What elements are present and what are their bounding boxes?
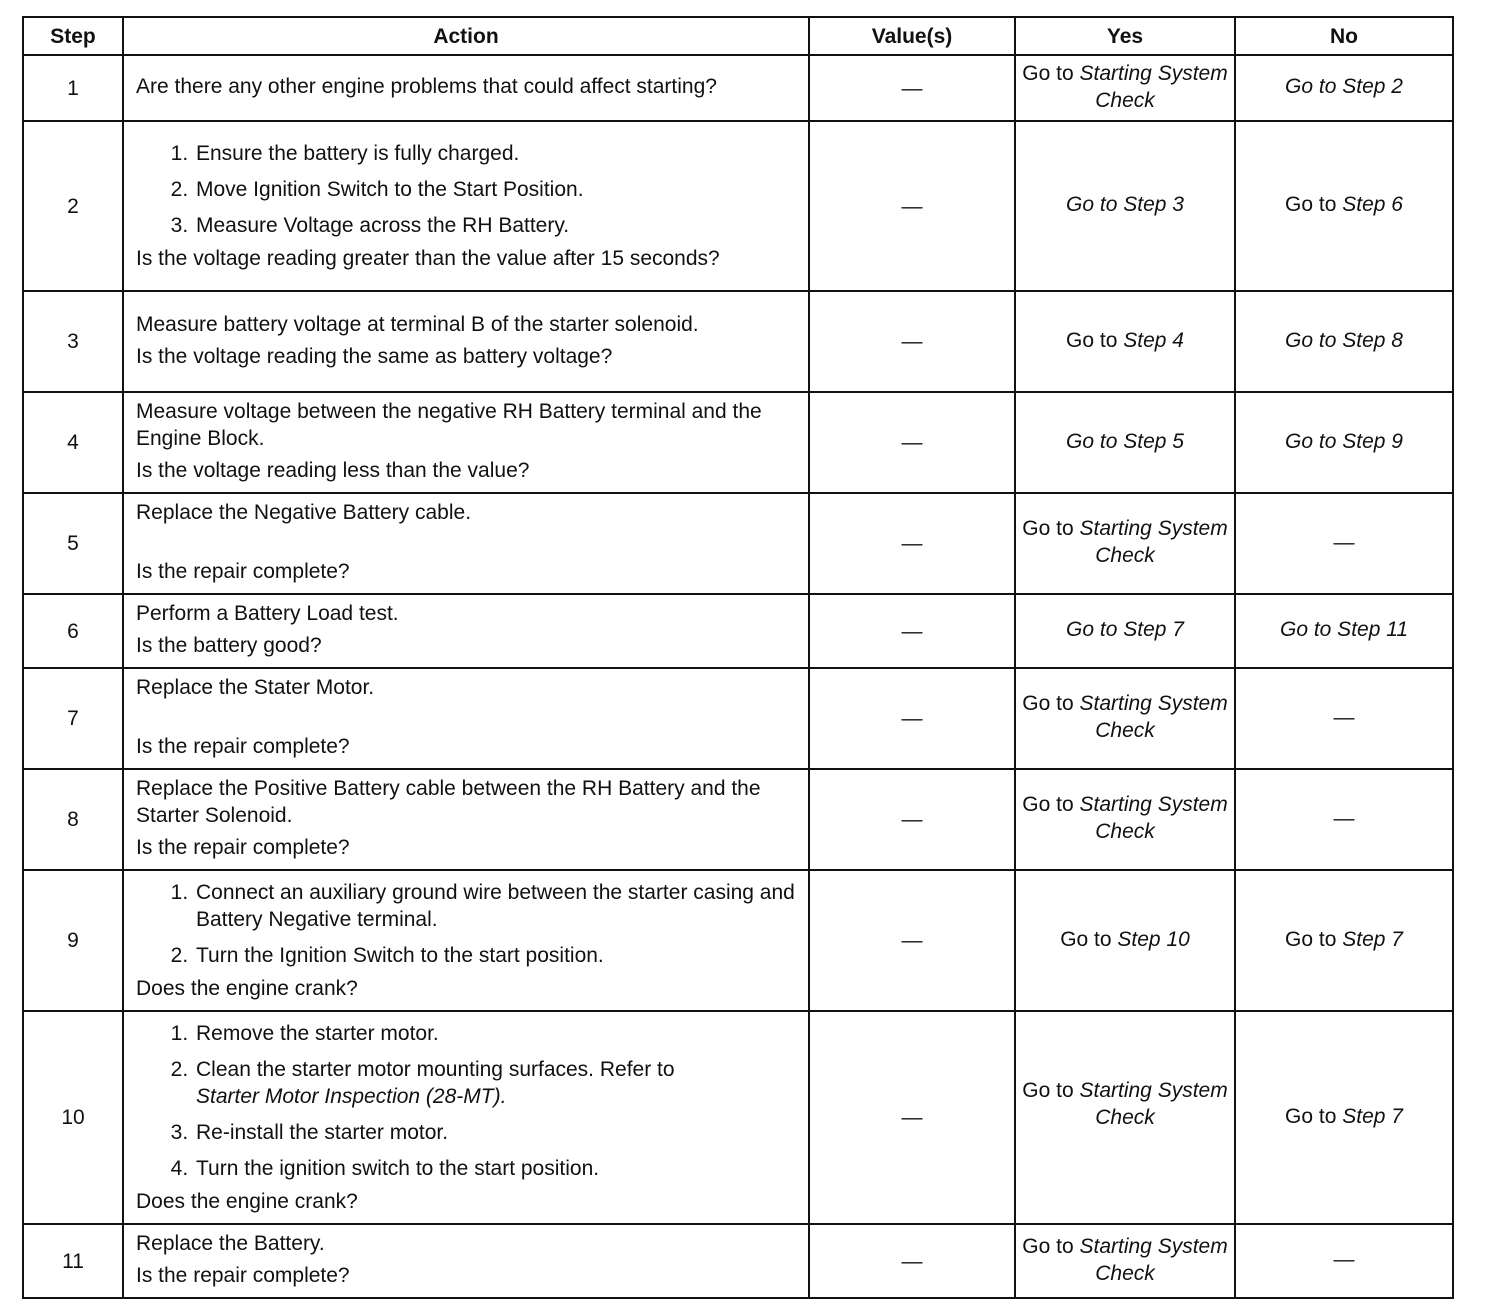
yes-cell [1015, 870, 1235, 1011]
value-cell: — [809, 1011, 1015, 1224]
action-text: Replace the Stater Motor. [136, 676, 375, 699]
action-question: Does the engine crank? [136, 977, 358, 1000]
action-steps-list [136, 879, 796, 969]
action-cell [123, 55, 809, 121]
step-number: 5 [23, 493, 123, 594]
value-cell: — [809, 769, 1015, 870]
value-cell: — [809, 1224, 1015, 1298]
value-cell: — [809, 594, 1015, 668]
yes-target-link[interactable]: Go to Step 3 [1066, 193, 1184, 216]
action-question: Is the voltage reading less than the value? [136, 459, 530, 482]
action-steps-list [136, 1020, 796, 1182]
yes-cell [1015, 1011, 1235, 1224]
yes-cell [1015, 769, 1235, 870]
inspection-reference-link[interactable]: Starter Motor Inspection (28-MT). [196, 1085, 507, 1108]
table-row [23, 291, 1453, 392]
yes-target-link[interactable]: Step 4 [1123, 328, 1184, 352]
yes-cell [1015, 121, 1235, 291]
value-cell: — [809, 55, 1015, 121]
action-question: Is the voltage reading the same as battery voltage? [136, 344, 613, 368]
action-step-text: Clean the starter motor mounting surfaces. Refer to [196, 1058, 675, 1081]
no-target-link[interactable]: Go to Step 9 [1285, 429, 1403, 453]
header-step: Step [23, 17, 123, 55]
no-cell [1235, 55, 1453, 121]
no-cell [1235, 870, 1453, 1011]
yes-prefix: Go to [1022, 1234, 1074, 1258]
no-target-link[interactable]: Go to Step 11 [1279, 618, 1409, 641]
action-question: Is the voltage reading greater than the value after 15 seconds? [136, 247, 720, 270]
no-cell [1235, 291, 1453, 392]
action-cell [123, 769, 809, 870]
no-target-link[interactable]: Go to Step 2 [1285, 75, 1403, 98]
value-cell: — [809, 392, 1015, 493]
action-step-item: 1. Ensure the battery is fully charged. [194, 140, 796, 167]
step-number: 9 [23, 870, 123, 1011]
table-row [23, 668, 1453, 769]
action-question: Is the repair complete? [136, 735, 350, 758]
action-text: Are there any other engine problems that could affect starting? [136, 75, 717, 98]
action-step-item: 2. Move Ignition Switch to the Start Position. [194, 176, 796, 203]
no-prefix: Go to [1285, 927, 1337, 951]
step-number: 7 [23, 668, 123, 769]
table-row [23, 493, 1453, 594]
value-cell: — [809, 121, 1015, 291]
step-number: 11 [23, 1224, 123, 1298]
action-question: Is the repair complete? [136, 1264, 350, 1287]
step-number: 2 [23, 121, 123, 291]
yes-target-link[interactable]: Go to Step 7 [1066, 618, 1184, 641]
action-question: Is the battery good? [136, 634, 322, 657]
yes-prefix: Go to [1022, 793, 1074, 816]
action-text: Measure battery voltage at terminal B of the starter solenoid. [136, 312, 699, 336]
yes-target-link[interactable]: Starting System Check [1079, 1079, 1228, 1129]
no-target-link[interactable]: Step 7 [1342, 927, 1403, 951]
step-number: 8 [23, 769, 123, 870]
action-cell [123, 1011, 809, 1224]
diagnostic-table [22, 16, 1454, 1299]
action-step-item: 4. Turn the ignition switch to the start position. [194, 1155, 796, 1182]
header-action: Action [123, 17, 809, 55]
no-target-link[interactable]: Step 6 [1342, 193, 1403, 216]
action-text: Replace the Positive Battery cable between the RH Battery and the Starter Solenoid. [136, 777, 761, 827]
action-cell [123, 392, 809, 493]
yes-cell [1015, 668, 1235, 769]
action-cell [123, 870, 809, 1011]
no-cell [1235, 594, 1453, 668]
table-row [23, 121, 1453, 291]
action-step-item: 3. Re-install the starter motor. [194, 1119, 796, 1146]
action-text: Replace the Negative Battery cable. [136, 501, 472, 524]
no-cell [1235, 121, 1453, 291]
action-text: Replace the Battery. [136, 1232, 325, 1255]
no-target-link[interactable]: Step 7 [1342, 1104, 1403, 1128]
action-text: Measure voltage between the negative RH Battery terminal and the Engine Block. [136, 400, 762, 450]
no-cell [1235, 1011, 1453, 1224]
no-cell: — [1235, 769, 1453, 870]
value-cell: — [809, 668, 1015, 769]
yes-target-link[interactable]: Starting System Check [1079, 793, 1228, 843]
action-cell [123, 1224, 809, 1298]
action-cell [123, 493, 809, 594]
yes-cell [1015, 392, 1235, 493]
yes-target-link[interactable]: Starting System Check [1079, 61, 1228, 112]
table-row [23, 1224, 1453, 1298]
value-cell: — [809, 493, 1015, 594]
no-cell: — [1235, 493, 1453, 594]
yes-cell [1015, 1224, 1235, 1298]
value-cell: — [809, 870, 1015, 1011]
step-number: 3 [23, 291, 123, 392]
header-no: No [1235, 17, 1453, 55]
step-number: 10 [23, 1011, 123, 1224]
yes-prefix: Go to [1060, 927, 1112, 951]
table-row [23, 594, 1453, 668]
yes-target-link[interactable]: Step 10 [1117, 927, 1190, 951]
table-row [23, 870, 1453, 1011]
action-step-item: 3. Measure Voltage across the RH Battery. [194, 212, 796, 239]
action-question: Is the repair complete? [136, 836, 350, 859]
yes-target-link[interactable]: Starting System Check [1079, 517, 1228, 567]
action-step-item: 1. Connect an auxiliary ground wire between the starter casing and Battery Negative terminal. [194, 879, 796, 933]
table-row [23, 769, 1453, 870]
no-prefix: Go to [1285, 1104, 1337, 1128]
header-yes: Yes [1015, 17, 1235, 55]
yes-target-link[interactable]: Starting System Check [1079, 1234, 1228, 1285]
yes-cell [1015, 55, 1235, 121]
no-cell [1235, 392, 1453, 493]
no-prefix: Go to [1285, 193, 1337, 216]
action-cell [123, 668, 809, 769]
action-step-item [194, 1056, 796, 1110]
action-steps-list [136, 140, 796, 239]
yes-target-link[interactable]: Starting System Check [1079, 692, 1228, 742]
table-row [23, 55, 1453, 121]
action-cell [123, 291, 809, 392]
yes-cell [1015, 493, 1235, 594]
yes-prefix: Go to [1022, 517, 1074, 540]
action-question: Is the repair complete? [136, 560, 350, 583]
action-cell [123, 121, 809, 291]
yes-prefix: Go to [1066, 328, 1118, 352]
value-cell: — [809, 291, 1015, 392]
yes-prefix: Go to [1022, 1079, 1074, 1102]
yes-cell [1015, 291, 1235, 392]
yes-prefix: Go to [1022, 692, 1074, 715]
step-number: 1 [23, 55, 123, 121]
step-number: 4 [23, 392, 123, 493]
table-row [23, 392, 1453, 493]
no-target-link[interactable]: Go to Step 8 [1285, 328, 1403, 352]
header-values: Value(s) [809, 17, 1015, 55]
no-cell: — [1235, 1224, 1453, 1298]
no-cell: — [1235, 668, 1453, 769]
action-step-item: 2. Turn the Ignition Switch to the start position. [194, 942, 796, 969]
header-row [23, 17, 1453, 55]
yes-prefix: Go to [1022, 61, 1074, 85]
table-row [23, 1011, 1453, 1224]
yes-target-link[interactable]: Go to Step 5 [1066, 429, 1184, 453]
action-cell [123, 594, 809, 668]
yes-cell [1015, 594, 1235, 668]
action-step-item: 1. Remove the starter motor. [194, 1020, 796, 1047]
action-question: Does the engine crank? [136, 1190, 358, 1213]
step-number: 6 [23, 594, 123, 668]
action-text: Perform a Battery Load test. [136, 602, 399, 625]
